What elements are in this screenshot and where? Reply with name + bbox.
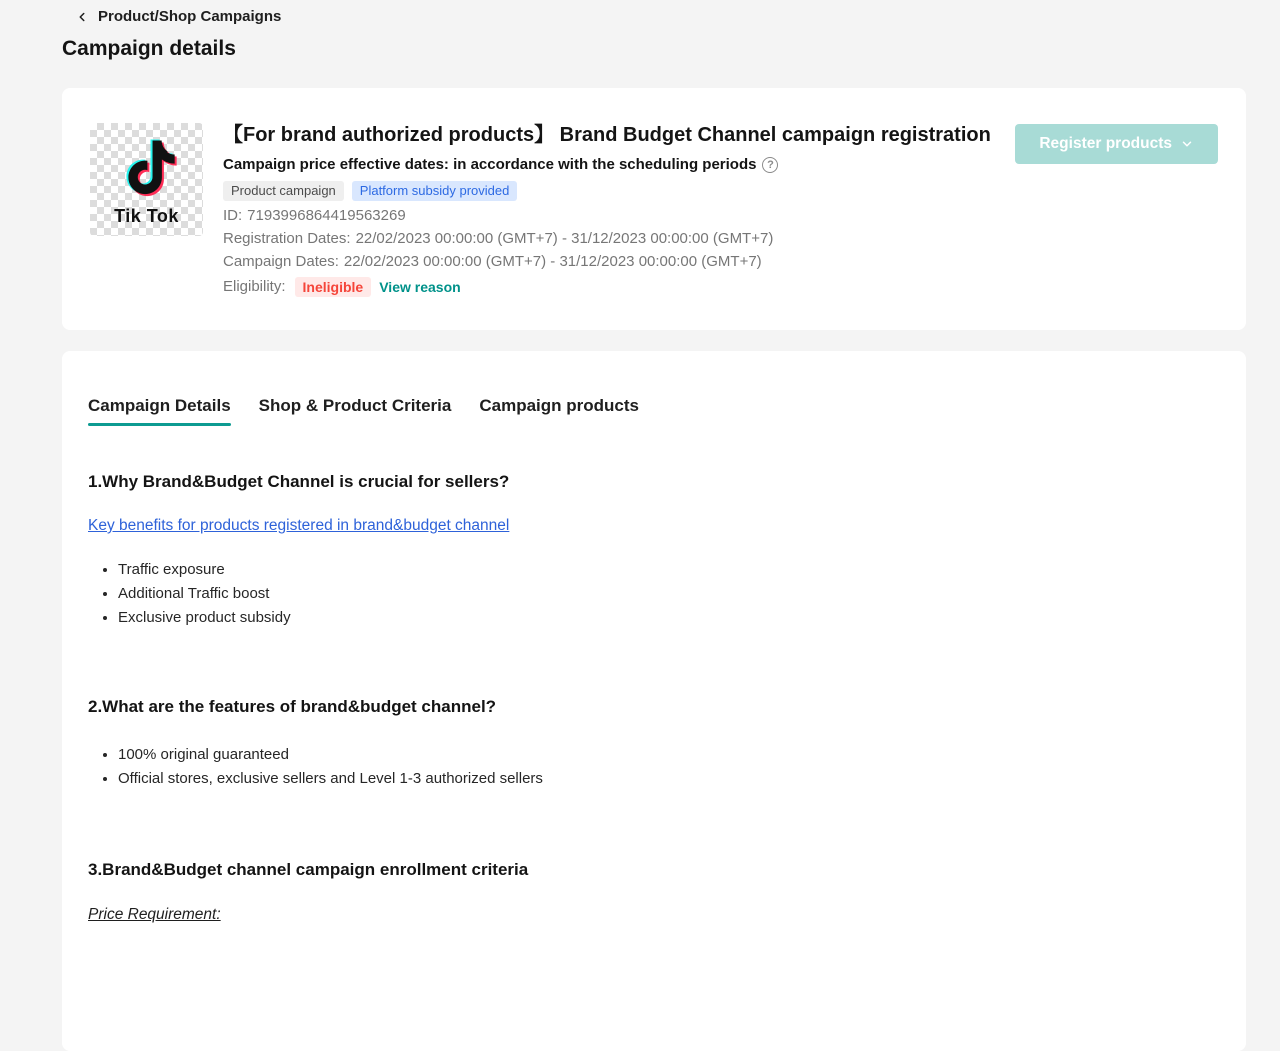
campaign-id-row [223, 208, 1015, 224]
list-item: • Traffic exposure [118, 558, 1218, 582]
campaign-subtitle: Campaign price effective dates: in accordance with the scheduling periods [223, 156, 757, 173]
campaign-summary-card [62, 88, 1246, 330]
list-item: • Exclusive product subsidy [118, 606, 1218, 630]
eligibility-row [223, 277, 1015, 297]
campaign-details-card [62, 351, 1246, 1051]
eligibility-label: Eligibility: [223, 278, 286, 295]
breadcrumb-label[interactable]: Product/Shop Campaigns [98, 8, 282, 25]
list-item: • Official stores, exclusive sellers and Level 1-3 authorized sellers [118, 767, 1218, 791]
section-2-heading: 2.What are the features of brand&budget channel? [88, 697, 497, 716]
badge-platform-subsidy: Platform subsidy provided [352, 181, 518, 201]
registration-dates-value: 22/02/2023 00:00:00 (GMT+7) - 31/12/2023 00:00:00 (GMT+7) [355, 230, 774, 247]
help-icon[interactable]: ? [762, 157, 778, 173]
campaign-id-label: ID: [223, 207, 243, 224]
view-reason-link[interactable]: View reason [379, 279, 461, 295]
register-products-label: Register products [1039, 135, 1172, 152]
page-title: Campaign details [62, 37, 236, 60]
chevron-down-icon [1180, 137, 1194, 151]
section-1-heading: 1.Why Brand&Budget Channel is crucial for sellers? [88, 472, 510, 491]
campaign-info [223, 123, 1015, 330]
registration-dates-row [223, 231, 1015, 247]
active-tab-underline [88, 423, 231, 426]
key-benefits-link[interactable]: Key benefits for products registered in brand&budget channel [88, 517, 510, 534]
campaign-dates-value: 22/02/2023 00:00:00 (GMT+7) - 31/12/2023 00:00:00 (GMT+7) [343, 253, 762, 270]
campaign-dates-label: Campaign Dates: [223, 253, 339, 270]
campaign-dates-row [223, 254, 1015, 270]
registration-dates-label: Registration Dates: [223, 230, 351, 247]
price-requirement-subheading: Price Requirement: [88, 906, 221, 923]
list-item: • 100% original guaranteed [118, 743, 1218, 767]
campaign-title: 【For brand authorized products】 Brand Budget Channel campaign registration [223, 124, 991, 146]
tab-bar [88, 395, 1218, 426]
tab-campaign-products[interactable]: Campaign products [479, 396, 639, 415]
logo-text: Tik Tok [114, 206, 179, 226]
campaign-logo [90, 123, 203, 236]
badge-product-campaign: Product campaign [223, 181, 344, 201]
section-3-heading: 3.Brand&Budget channel campaign enrollment criteria [88, 860, 529, 879]
breadcrumb [0, 0, 1280, 25]
register-products-button[interactable] [1015, 124, 1218, 164]
list-item: • Additional Traffic boost [118, 582, 1218, 606]
section-2-bullet-list [88, 743, 1218, 791]
back-icon[interactable] [74, 9, 90, 25]
tiktok-note-icon [119, 133, 179, 193]
eligibility-status-badge: Ineligible [295, 277, 372, 297]
tab-shop-product-criteria[interactable]: Shop & Product Criteria [258, 396, 452, 415]
tab-campaign-details[interactable]: Campaign Details [88, 395, 231, 426]
campaign-id-value: 7193996864419563269 [247, 207, 406, 224]
section-1-bullet-list [88, 558, 1218, 630]
